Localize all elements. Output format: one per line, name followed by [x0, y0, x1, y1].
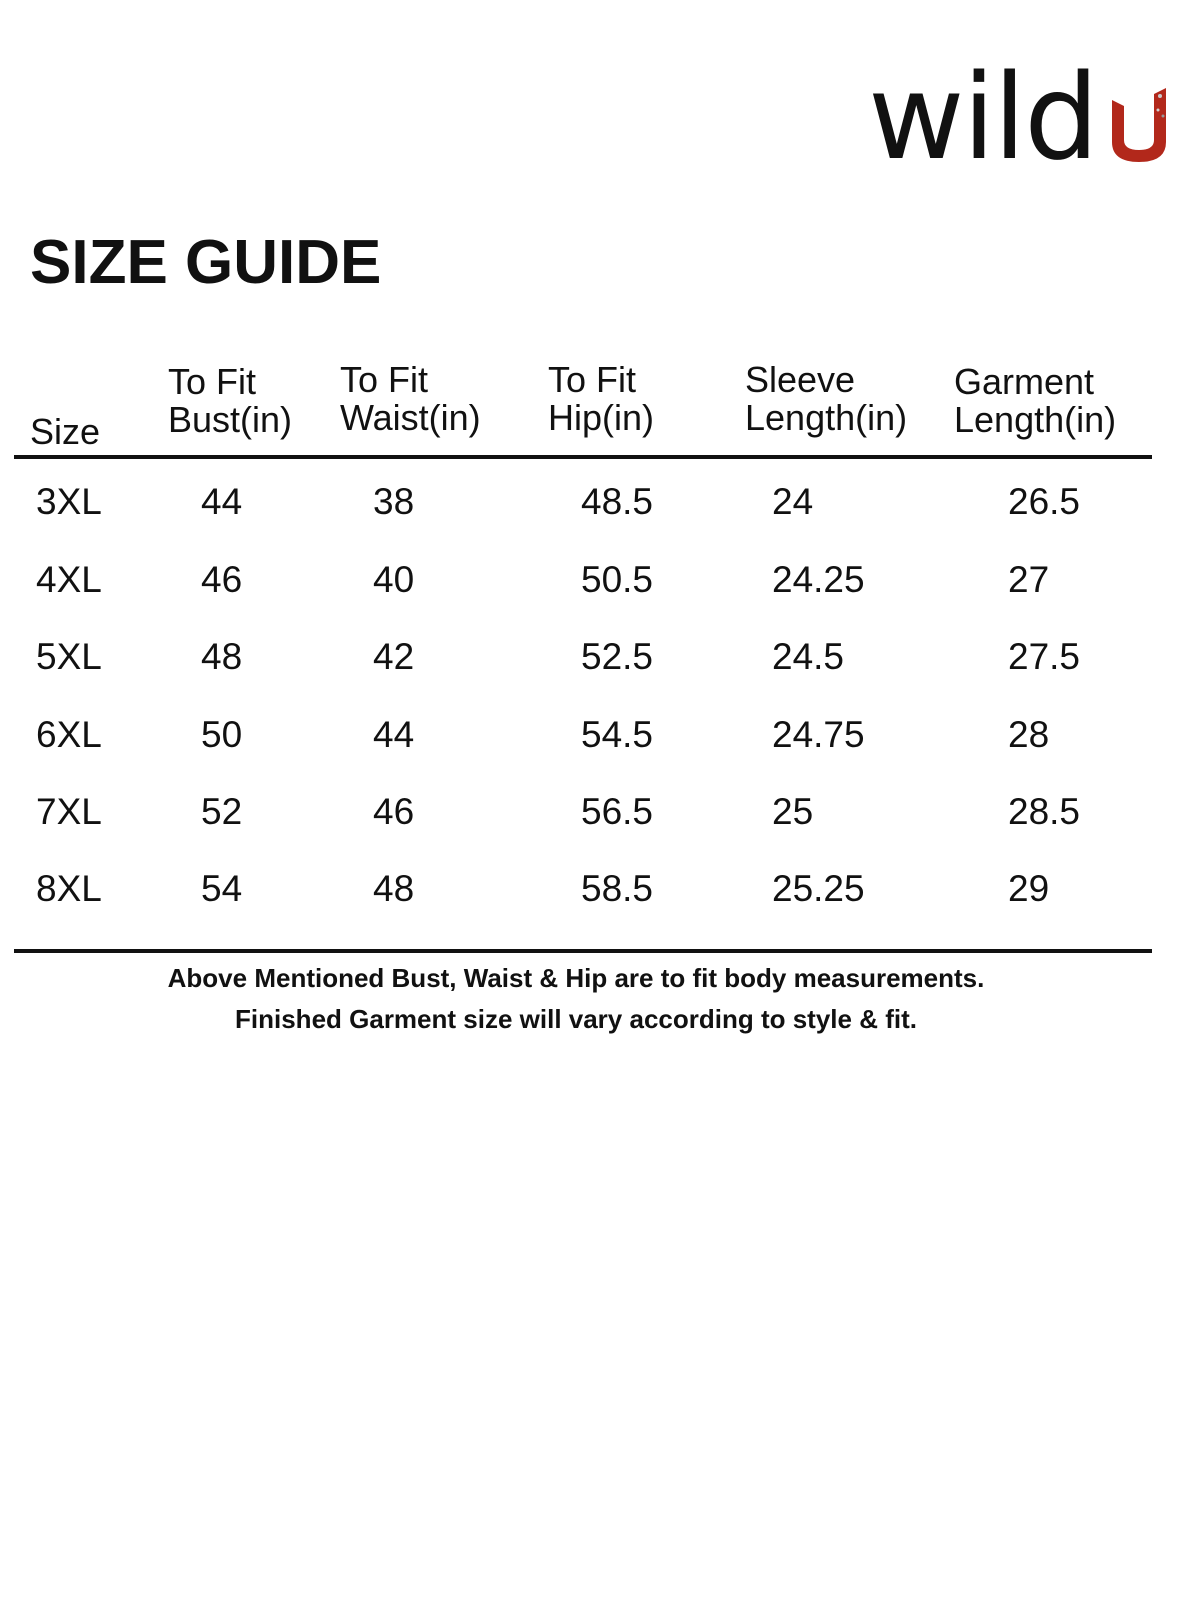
- cell-bust: 52: [201, 791, 243, 832]
- cell-bust: 46: [201, 559, 243, 600]
- table-row: [14, 463, 1152, 541]
- cell-size: 6XL: [36, 714, 102, 755]
- table-row: [14, 696, 1152, 774]
- cell-hip: 52.5: [581, 636, 654, 677]
- cell-sleeve: 24.25: [772, 559, 865, 600]
- logo-wordmark: wild: [868, 48, 1097, 186]
- footnote-line-2: Finished Garment size will vary according to style & fit.: [235, 1004, 917, 1034]
- table-row: [14, 541, 1152, 619]
- cell-garment: 27.5: [1008, 636, 1081, 677]
- size-guide-table: [14, 355, 1152, 953]
- cell-hip: 54.5: [581, 714, 654, 755]
- cell-size: 3XL: [36, 481, 102, 522]
- page-title: SIZE GUIDE: [30, 228, 382, 297]
- table-row: [14, 618, 1152, 696]
- cell-size: 8XL: [36, 868, 102, 909]
- cell-sleeve: 24: [772, 481, 814, 522]
- column-header-sleeve-length: Sleeve Length(in): [745, 359, 908, 438]
- column-header-size: Size: [30, 411, 101, 452]
- cell-hip: 56.5: [581, 791, 654, 832]
- cell-bust: 50: [201, 714, 243, 755]
- cell-bust: 54: [201, 868, 243, 909]
- cell-hip: 58.5: [581, 868, 654, 909]
- cell-bust: 44: [201, 481, 243, 522]
- table-row: [14, 850, 1152, 928]
- cell-sleeve: 24.75: [772, 714, 865, 755]
- cell-waist: 38: [373, 481, 415, 522]
- cell-hip: 48.5: [581, 481, 654, 522]
- cell-waist: 42: [373, 636, 415, 677]
- cell-garment: 28.5: [1008, 791, 1081, 832]
- cell-sleeve: 25.25: [772, 868, 865, 909]
- cell-garment: 29: [1008, 868, 1050, 909]
- cell-garment: 28: [1008, 714, 1050, 755]
- logo-u-mark-icon: [1110, 88, 1168, 162]
- table-row: [14, 773, 1152, 851]
- cell-garment: 27: [1008, 559, 1050, 600]
- cell-size: 7XL: [36, 791, 102, 832]
- footnote-line-1: Above Mentioned Bust, Waist & Hip are to fit body measurements.: [167, 963, 985, 993]
- cell-waist: 40: [373, 559, 415, 600]
- cell-sleeve: 25: [772, 791, 814, 832]
- cell-waist: 44: [373, 714, 415, 755]
- cell-sleeve: 24.5: [772, 636, 845, 677]
- cell-waist: 46: [373, 791, 415, 832]
- column-header-waist: To Fit Waist(in): [340, 359, 481, 438]
- table-header: [14, 355, 1152, 459]
- cell-garment: 26.5: [1008, 481, 1081, 522]
- table-body: [14, 459, 1152, 953]
- column-header-bust: To Fit Bust(in): [168, 361, 293, 440]
- brand-logo: [868, 48, 1168, 186]
- cell-hip: 50.5: [581, 559, 654, 600]
- cell-size: 4XL: [36, 559, 102, 600]
- cell-size: 5XL: [36, 636, 102, 677]
- column-header-hip: To Fit Hip(in): [548, 359, 655, 438]
- cell-waist: 48: [373, 868, 415, 909]
- cell-bust: 48: [201, 636, 243, 677]
- column-header-garment-length: Garment Length(in): [954, 361, 1117, 440]
